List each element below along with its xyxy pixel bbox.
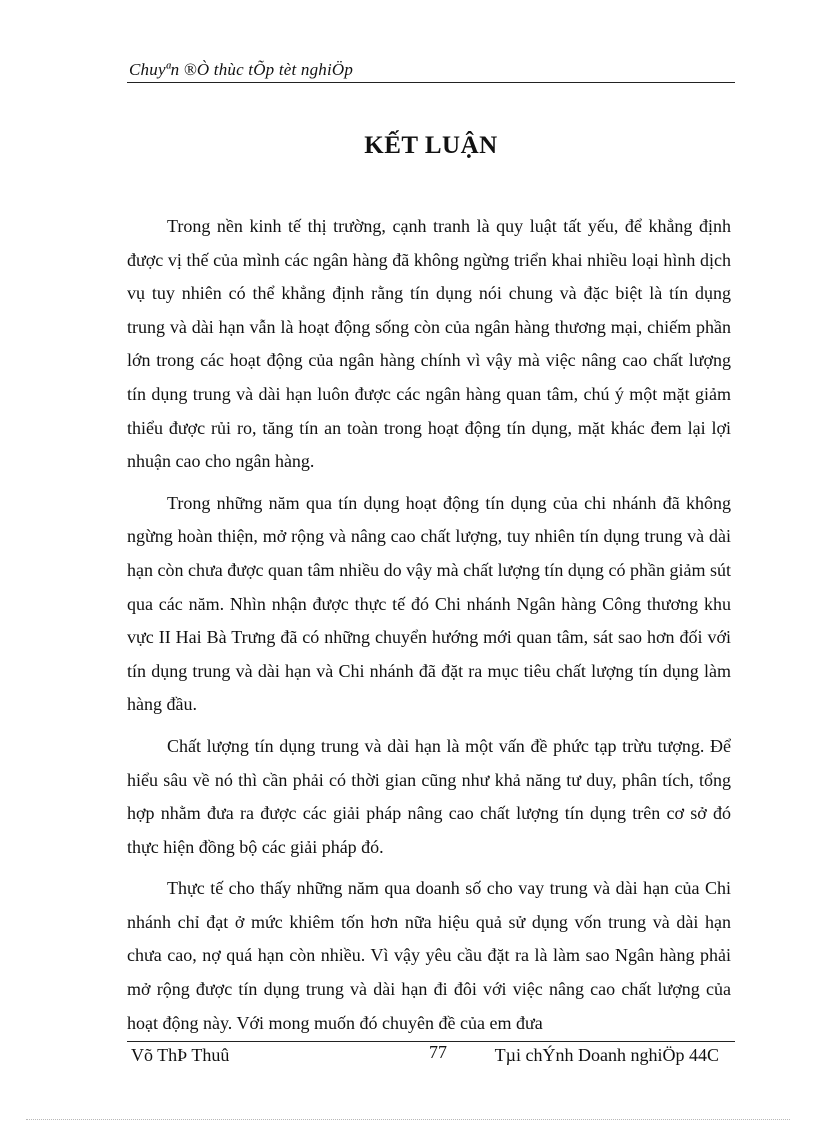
page-number: 77 bbox=[429, 1042, 447, 1062]
section-title: KẾT LUẬN bbox=[364, 132, 498, 159]
page-header bbox=[127, 58, 735, 83]
footer-author: Võ ThÞ Thuû bbox=[131, 1045, 230, 1065]
header-title: Chuyªn ®Ò thùc tÕp tèt nghiÖp bbox=[129, 60, 354, 79]
page-footer bbox=[127, 1041, 735, 1072]
paragraph-2: Trong những năm qua tín dụng hoạt động tín dụng của chi nhánh đã không ngừng hoàn thiện, mở rộng và nâng cao chất lượng, tuy nhiên tín dụng trung và dài hạn còn chưa được quan tâm nhiều do vậy mà chất lượng tín dụng có phần giảm sút qua các năm. Nhìn nhận được thực tế đó Chi nhánh Ngân hàng Công thương khu vực II Hai Bà Trưng đã có những chuyển hướng mới quan tâm, sát sao hơn đối với tín dụng trung và dài hạn và Chi nhánh đã đặt ra mục tiêu chất lượng tín dụng làm hàng đầu. bbox=[127, 492, 731, 715]
paragraph-1: Trong nền kinh tế thị trường, cạnh tranh là quy luật tất yếu, để khẳng định được vị thế của mình các ngân hàng đã không ngừng triển khai nhiều loại hình dịch vụ tuy nhiên có thể khẳng định rằng tín dụng nói chung và đặc biệt là tín dụng trung và dài hạn vẫn là hoạt động sống còn của ngân hàng thương mại, chiếm phần lớn trong các hoạt động của ngân hàng chính vì vậy mà việc nâng cao chất lượng tín dụng trung và dài hạn luôn được các ngân hàng quan tâm, chú ý một mặt giảm thiểu được rủi ro, tăng tín an toàn trong hoạt động tín dụng, mặt khác đem lại lợi nhuận cao cho ngân hàng. bbox=[127, 216, 731, 472]
paragraph-4: Thực tế cho thấy những năm qua doanh số cho vay trung và dài hạn của Chi nhánh chỉ đạt ở mức khiêm tốn hơn nữa hiệu quả sử dụng vốn trung và dài hạn chưa cao, nợ quá hạn còn nhiều. Vì vậy yêu cầu đặt ra là làm sao Ngân hàng phải mở rộng được tín dụng trung và dài hạn đi đôi với việc nâng cao chất lượng của hoạt động này. Với mong muốn đó chuyên đề của em đưa bbox=[127, 878, 731, 1033]
body-text bbox=[127, 210, 731, 1048]
paragraph-3: Chất lượng tín dụng trung và dài hạn là một vấn đề phức tạp trừu tượng. Để hiểu sâu về nó thì cần phải có thời gian cũng như khả năng tư duy, phân tích, tổng hợp nhằm đưa ra được các giải pháp nâng cao chất lượng tín dụng trên cơ sở đó thực hiện đồng bộ các giải pháp đó. bbox=[127, 735, 731, 857]
footer-class-name: Tµi chÝnh Doanh nghiÖp 44C bbox=[494, 1045, 719, 1065]
page-edge-divider bbox=[26, 1119, 790, 1120]
